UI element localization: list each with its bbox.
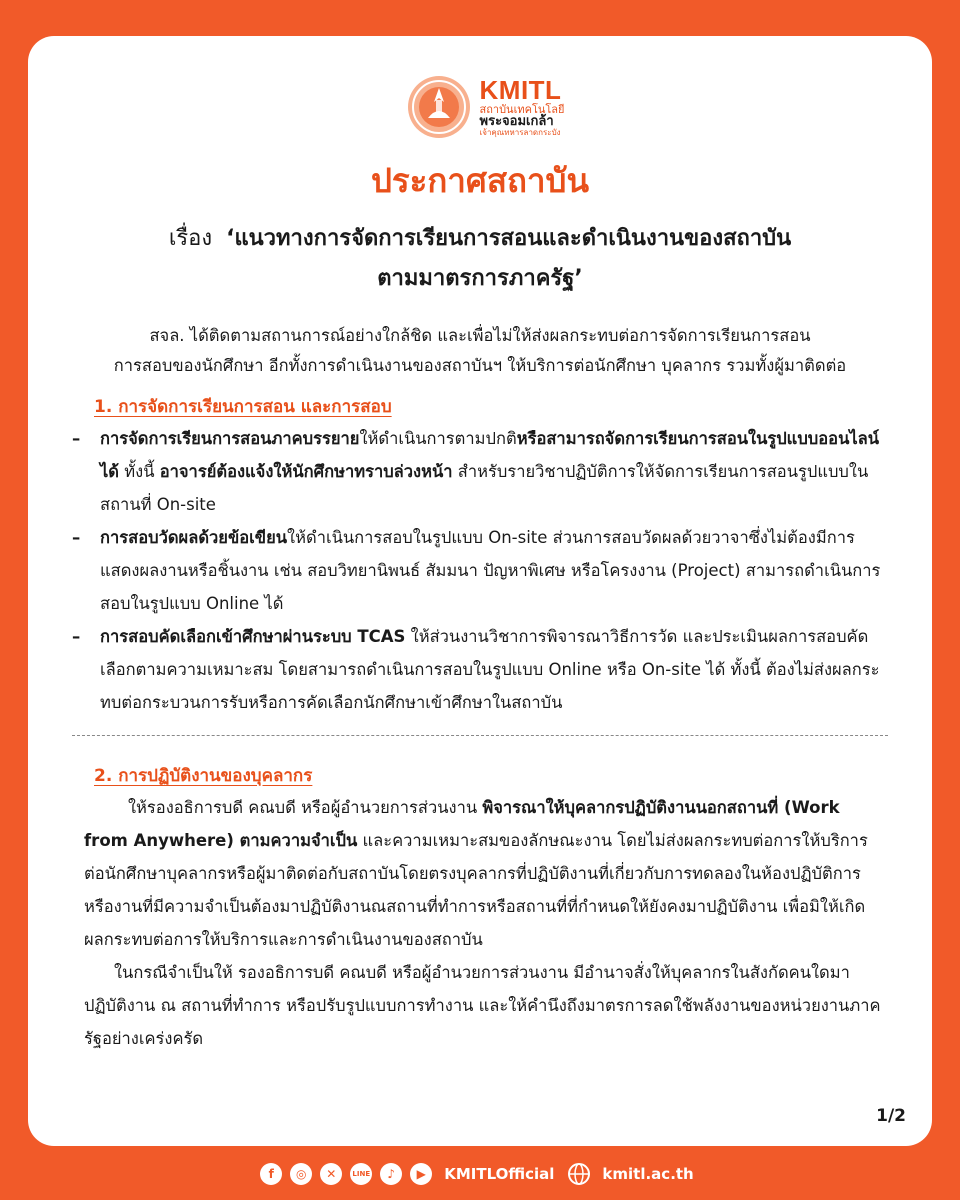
- bullet-bold: อาจารย์ต้องแจ้งให้นักศึกษาทราบล่วงหน้า: [159, 462, 453, 481]
- para-plain: ในกรณีจำเป็นให้ รองอธิการบดี คณบดี หรือผู้อำนวยการส่วนงาน มีอำนาจสั่งให้บุคลากรในสังกัดคนใดมาปฏิบัติงาน ณ สถานที่ทำการ หรือปรับรูปแบบการทำงาน และให้คำนึงถึงมาตรการลดใช้พลังงานของหน่วยงานภาครัฐอย่างเคร่งครัด: [84, 963, 881, 1048]
- bullet-plain: ให้ดำเนินการสอบในรูปแบบ On-site ส่วนการสอบวัดผลด้วยวาจาซึ่งไม่ต้องมีการแสดงผลงานหรือชิ้นงาน เช่น สอบวิทยานิพนธ์ สัมมนา ปัญหาพิเศษ หรือโครงงาน (Project) สามารถดำเนินการสอบในรูปแบบ Online ได้: [100, 528, 881, 613]
- logo-line-2: พระจอมเกล้า: [479, 114, 554, 130]
- section-divider: [72, 735, 888, 736]
- youtube-icon[interactable]: ▶: [410, 1163, 432, 1185]
- facebook-icon[interactable]: f: [260, 1163, 282, 1185]
- announcement-card: [28, 36, 932, 1146]
- subject-label: เรื่อง: [168, 226, 213, 251]
- subject-topic-line-2: ตามมาตรการภาครัฐ’: [377, 266, 583, 291]
- bullet-plain: ให้ดำเนินการตามปกติ: [359, 429, 517, 448]
- website-link[interactable]: kmitl.ac.th: [602, 1165, 694, 1183]
- subject-heading: [72, 219, 888, 299]
- kmitl-logo: [82, 74, 888, 140]
- globe-icon: [568, 1163, 590, 1185]
- x-icon[interactable]: ✕: [320, 1163, 342, 1185]
- logo-text: [479, 74, 565, 138]
- bullet-bold: การจัดการเรียนการสอนภาคบรรยาย: [100, 429, 360, 448]
- tiktok-icon[interactable]: ♪: [380, 1163, 402, 1185]
- list-item: [72, 620, 888, 719]
- intro-line-2: การสอบของนักศึกษา อีกทั้งการดำเนินงานของสถาบันฯ ให้บริการต่อนักศึกษา บุคลากร รวมทั้งผู้มาติดต่อ: [113, 356, 847, 375]
- social-handle[interactable]: KMITLOfficial: [444, 1165, 555, 1183]
- logo-line-3: เจ้าคุณทหารลาดกระบัง: [479, 128, 561, 138]
- subject-topic-line-1: ‘แนวทางการจัดการเรียนการสอนและดำเนินงานของสถาบัน: [226, 226, 792, 251]
- kmitl-seal-icon: [406, 74, 472, 140]
- intro-paragraph: [72, 321, 888, 381]
- bullet-bold: การสอบวัดผลด้วยข้อเขียน: [100, 528, 288, 547]
- bullet-bold: หรือสามารถจัดการเรียนการสอนในรูปแบบออนไลน์ได้: [100, 429, 880, 481]
- bullet-text: [100, 422, 888, 521]
- footer-social-bar: [0, 1150, 960, 1198]
- announcement-title: ประกาศสถาบัน: [370, 161, 589, 200]
- bullet-plain: ให้ส่วนงานวิชาการพิจารณาวิธีการวัด และประเมินผลการสอบคัดเลือกตามความเหมาะสม โดยสามารถดำเนินการสอบในรูปแบบ Online หรือ On-site ได้ ทั้งนี้ ต้องไม่ส่งผลกระทบต่อกระบวนการรับหรือการคัดเลือกนักศึกษาเข้าศึกษาในสถาบัน: [100, 627, 880, 712]
- bullet-dash: –: [72, 429, 81, 448]
- bullet-text: [100, 620, 888, 719]
- bullet-dash: –: [72, 528, 81, 547]
- page-number: 1/2: [876, 1106, 906, 1126]
- section-2-heading: 2. การปฏิบัติงานของบุคลากร: [94, 766, 313, 786]
- bullet-bold: การสอบคัดเลือกเข้าศึกษาผ่านระบบ TCAS: [100, 627, 406, 646]
- line-icon[interactable]: LINE: [350, 1163, 372, 1185]
- list-item: [72, 422, 888, 521]
- section-1-heading: 1. การจัดการเรียนการสอน และการสอบ: [94, 397, 392, 417]
- para-plain: ให้รองอธิการบดี คณบดี หรือผู้อำนวยการส่วนงาน: [128, 798, 483, 817]
- bullet-text: [100, 521, 888, 620]
- logo-name: KMITL: [479, 74, 562, 105]
- para-bold: พิจารณาให้บุคลากรปฏิบัติงานนอกสถานที่ (Work from Anywhere) ตามความจำเป็น: [84, 798, 840, 850]
- section-2-paragraph-2: [84, 956, 888, 1055]
- intro-line-1: สจล. ได้ติดตามสถานการณ์อย่างใกล้ชิด และเพื่อไม่ให้ส่งผลกระทบต่อการจัดการเรียนการสอน: [149, 326, 811, 345]
- section-2-paragraph-1: [84, 791, 888, 956]
- list-item: [72, 521, 888, 620]
- instagram-icon[interactable]: ◎: [290, 1163, 312, 1185]
- para-plain: และความเหมาะสมของลักษณะงาน โดยไม่ส่งผลกระทบต่อการให้บริการต่อนักศึกษาบุคลากรหรือผู้มาติดต่อกับสถาบันโดยตรงบุคลากรที่ปฏิบัติงานที่เกี่ยวกับการทดลองในห้องปฏิบัติการหรืองานที่มีความจำเป็นต้องมาปฏิบัติงานณสถานที่ทำการหรือสถานที่ที่กำหนดให้ยังคงมาปฏิบัติงาน เพื่อมิให้เกิดผลกระทบต่อการให้บริการและการดำเนินงานของสถาบัน: [84, 831, 868, 949]
- bullet-plain: สำหรับรายวิชาปฏิบัติการให้จัดการเรียนการสอนรูปแบบในสถานที่ On-site: [100, 462, 869, 514]
- logo-line-1: สถาบันเทคโนโลยี: [479, 102, 565, 116]
- bullet-plain: ทั้งนี้: [119, 462, 160, 481]
- bullet-dash: –: [72, 627, 81, 646]
